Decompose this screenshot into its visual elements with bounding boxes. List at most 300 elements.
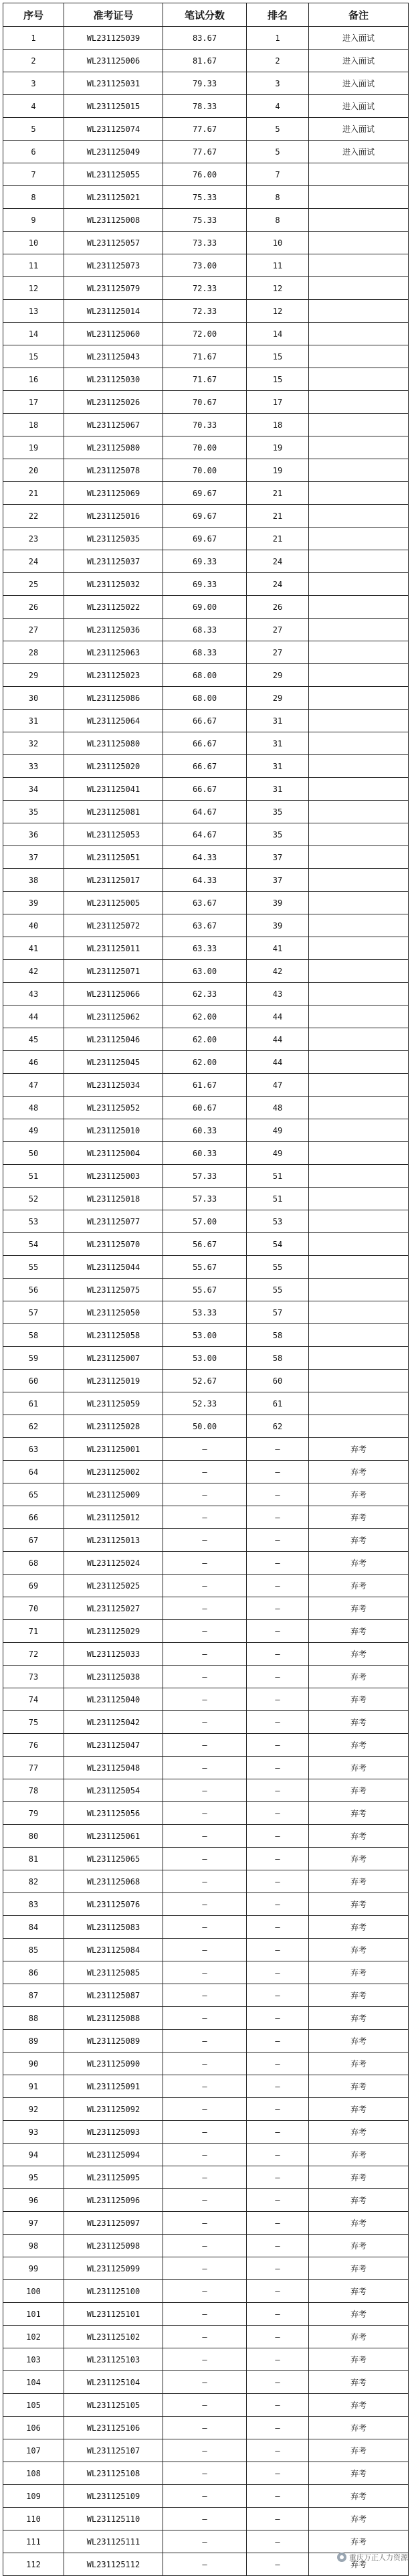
cell-seq: 101 — [3, 2303, 64, 2326]
cell-written-score: 68.33 — [163, 641, 247, 664]
cell-rank: – — [247, 2303, 309, 2326]
cell-seq: 89 — [3, 2030, 64, 2052]
table-row — [3, 345, 409, 368]
cell-ticket-number: WL231125068 — [64, 1870, 163, 1893]
cell-written-score: 57.33 — [163, 1188, 247, 1210]
table-row — [3, 1438, 409, 1461]
cell-written-score: 73.00 — [163, 254, 247, 277]
cell-remark — [309, 1051, 409, 1074]
cell-rank: 61 — [247, 1392, 309, 1415]
cell-rank: – — [247, 1483, 309, 1506]
cell-ticket-number: WL231125065 — [64, 1848, 163, 1870]
cell-written-score: 62.00 — [163, 1028, 247, 1051]
cell-written-score: – — [163, 1825, 247, 1848]
cell-written-score: – — [163, 1643, 247, 1666]
cell-written-score: 77.67 — [163, 141, 247, 163]
cell-written-score: – — [163, 2257, 247, 2280]
results-table — [3, 3, 409, 2576]
cell-rank: – — [247, 2394, 309, 2417]
cell-written-score: 78.33 — [163, 95, 247, 118]
cell-rank: – — [247, 2052, 309, 2075]
cell-written-score: 57.00 — [163, 1210, 247, 1233]
cell-rank: – — [247, 2235, 309, 2257]
cell-ticket-number: WL231125091 — [64, 2075, 163, 2098]
cell-remark: 弃考 — [309, 1711, 409, 1734]
table-row — [3, 232, 409, 254]
cell-remark — [309, 596, 409, 619]
table-row — [3, 1825, 409, 1848]
cell-rank: 51 — [247, 1188, 309, 1210]
table-row — [3, 1575, 409, 1597]
cell-seq: 38 — [3, 869, 64, 892]
cell-rank: 19 — [247, 459, 309, 482]
cell-written-score: – — [163, 1779, 247, 1802]
table-row — [3, 2007, 409, 2030]
cell-remark — [309, 1324, 409, 1347]
cell-ticket-number: WL231125050 — [64, 1301, 163, 1324]
cell-seq: 40 — [3, 914, 64, 937]
cell-rank: – — [247, 1597, 309, 1620]
cell-seq: 84 — [3, 1916, 64, 1939]
cell-written-score: 53.33 — [163, 1301, 247, 1324]
cell-remark — [309, 345, 409, 368]
cell-rank: – — [247, 1575, 309, 1597]
cell-ticket-number: WL231125031 — [64, 72, 163, 95]
cell-seq: 83 — [3, 1893, 64, 1916]
cell-remark: 弃考 — [309, 1984, 409, 2007]
cell-ticket-number: WL231125089 — [64, 2030, 163, 2052]
cell-seq: 36 — [3, 823, 64, 846]
cell-remark: 弃考 — [309, 2530, 409, 2553]
cell-seq: 7 — [3, 163, 64, 186]
cell-written-score: – — [163, 1620, 247, 1643]
table-row — [3, 2485, 409, 2508]
cell-ticket-number: WL231125094 — [64, 2144, 163, 2166]
cell-rank: – — [247, 2212, 309, 2235]
cell-rank: 14 — [247, 323, 309, 345]
cell-remark: 弃考 — [309, 1848, 409, 1870]
cell-seq: 26 — [3, 596, 64, 619]
table-row — [3, 1939, 409, 1961]
cell-ticket-number: WL231125037 — [64, 550, 163, 573]
cell-written-score: 63.67 — [163, 914, 247, 937]
cell-rank: – — [247, 2280, 309, 2303]
cell-seq: 46 — [3, 1051, 64, 1074]
cell-remark — [309, 687, 409, 710]
cell-seq: 25 — [3, 573, 64, 596]
cell-ticket-number: WL231125086 — [64, 687, 163, 710]
cell-remark: 弃考 — [309, 2371, 409, 2394]
cell-seq: 34 — [3, 778, 64, 801]
cell-rank: 57 — [247, 1301, 309, 1324]
cell-rank: 44 — [247, 1005, 309, 1028]
table-row — [3, 2326, 409, 2348]
table-row — [3, 2439, 409, 2462]
cell-rank: 3 — [247, 72, 309, 95]
cell-written-score: 70.00 — [163, 436, 247, 459]
cell-ticket-number: WL231125034 — [64, 1074, 163, 1097]
cell-remark — [309, 573, 409, 596]
cell-remark — [309, 823, 409, 846]
table-row — [3, 801, 409, 823]
cell-seq: 55 — [3, 1256, 64, 1279]
cell-written-score: 68.00 — [163, 664, 247, 687]
cell-seq: 72 — [3, 1643, 64, 1666]
cell-seq: 39 — [3, 892, 64, 914]
cell-remark — [309, 414, 409, 436]
cell-ticket-number: WL231125100 — [64, 2280, 163, 2303]
cell-rank: 21 — [247, 482, 309, 505]
cell-seq: 37 — [3, 846, 64, 869]
cell-ticket-number: WL231125048 — [64, 1757, 163, 1779]
cell-rank: – — [247, 2439, 309, 2462]
cell-written-score: – — [163, 1984, 247, 2007]
watermark-text: 重庆万正人力资源 — [349, 2553, 408, 2562]
table-row — [3, 687, 409, 710]
cell-written-score: – — [163, 2030, 247, 2052]
cell-written-score: 70.00 — [163, 459, 247, 482]
cell-written-score: – — [163, 1666, 247, 1688]
cell-written-score: 77.67 — [163, 118, 247, 141]
cell-remark: 弃考 — [309, 2098, 409, 2121]
cell-seq: 69 — [3, 1575, 64, 1597]
cell-rank: 43 — [247, 983, 309, 1005]
cell-seq: 42 — [3, 960, 64, 983]
cell-ticket-number: WL231125033 — [64, 1643, 163, 1666]
cell-seq: 27 — [3, 619, 64, 641]
cell-rank: 24 — [247, 573, 309, 596]
cell-seq: 9 — [3, 209, 64, 232]
cell-written-score: 62.00 — [163, 1051, 247, 1074]
cell-ticket-number: WL231125041 — [64, 778, 163, 801]
score-sheet — [3, 3, 408, 2576]
cell-remark: 弃考 — [309, 1939, 409, 1961]
cell-ticket-number: WL231125042 — [64, 1711, 163, 1734]
cell-seq: 65 — [3, 1483, 64, 1506]
cell-remark: 弃考 — [309, 1961, 409, 1984]
cell-written-score: – — [163, 2462, 247, 2485]
cell-rank: 55 — [247, 1279, 309, 1301]
cell-seq: 79 — [3, 1802, 64, 1825]
cell-remark: 弃考 — [309, 1757, 409, 1779]
cell-ticket-number: WL231125029 — [64, 1620, 163, 1643]
table-row — [3, 1256, 409, 1279]
cell-ticket-number: WL231125058 — [64, 1324, 163, 1347]
cell-ticket-number: WL231125078 — [64, 459, 163, 482]
cell-ticket-number: WL231125110 — [64, 2508, 163, 2530]
cell-rank: – — [247, 1506, 309, 1529]
cell-rank: – — [247, 1848, 309, 1870]
cell-written-score: – — [163, 2166, 247, 2189]
cell-remark — [309, 1005, 409, 1028]
cell-seq: 68 — [3, 1552, 64, 1575]
cell-rank: 26 — [247, 596, 309, 619]
cell-rank: 10 — [247, 232, 309, 254]
cell-rank: 27 — [247, 641, 309, 664]
cell-rank: 31 — [247, 732, 309, 755]
cell-ticket-number: WL231125055 — [64, 163, 163, 186]
table-row — [3, 619, 409, 641]
cell-seq: 95 — [3, 2166, 64, 2189]
cell-written-score: 69.00 — [163, 596, 247, 619]
cell-rank: – — [247, 1552, 309, 1575]
cell-ticket-number: WL231125061 — [64, 1825, 163, 1848]
cell-remark: 弃考 — [309, 1529, 409, 1552]
cell-rank: – — [247, 2144, 309, 2166]
cell-ticket-number: WL231125101 — [64, 2303, 163, 2326]
cell-seq: 91 — [3, 2075, 64, 2098]
cell-written-score: – — [163, 1961, 247, 1984]
cell-ticket-number: WL231125074 — [64, 118, 163, 141]
cell-seq: 111 — [3, 2530, 64, 2553]
cell-remark — [309, 163, 409, 186]
table-row — [3, 2417, 409, 2439]
cell-rank: 21 — [247, 528, 309, 550]
cell-written-score: 53.00 — [163, 1347, 247, 1370]
cell-remark: 进入面试 — [309, 72, 409, 95]
cell-rank: – — [247, 2485, 309, 2508]
cell-rank: – — [247, 1666, 309, 1688]
cell-ticket-number: WL231125077 — [64, 1210, 163, 1233]
cell-ticket-number: WL231125107 — [64, 2439, 163, 2462]
cell-rank: 53 — [247, 1210, 309, 1233]
cell-seq: 109 — [3, 2485, 64, 2508]
cell-rank: – — [247, 1461, 309, 1483]
cell-seq: 19 — [3, 436, 64, 459]
cell-rank: 49 — [247, 1119, 309, 1142]
cell-written-score: 69.67 — [163, 528, 247, 550]
cell-written-score: 66.67 — [163, 755, 247, 778]
cell-remark — [309, 914, 409, 937]
table-row — [3, 2508, 409, 2530]
cell-rank: – — [247, 1893, 309, 1916]
table-row — [3, 1005, 409, 1028]
cell-remark — [309, 459, 409, 482]
cell-written-score: – — [163, 1575, 247, 1597]
cell-seq: 87 — [3, 1984, 64, 2007]
cell-remark: 弃考 — [309, 2052, 409, 2075]
table-row — [3, 2257, 409, 2280]
cell-remark — [309, 1097, 409, 1119]
cell-ticket-number: WL231125036 — [64, 619, 163, 641]
table-row — [3, 1779, 409, 1802]
cell-written-score: – — [163, 2144, 247, 2166]
cell-ticket-number: WL231125062 — [64, 1005, 163, 1028]
cell-rank: 41 — [247, 937, 309, 960]
cell-remark: 弃考 — [309, 2417, 409, 2439]
cell-written-score: 69.33 — [163, 573, 247, 596]
cell-ticket-number: WL231125060 — [64, 323, 163, 345]
cell-seq: 45 — [3, 1028, 64, 1051]
table-row — [3, 2303, 409, 2326]
cell-ticket-number: WL231125011 — [64, 937, 163, 960]
table-row — [3, 1483, 409, 1506]
cell-remark: 进入面试 — [309, 50, 409, 72]
table-row — [3, 1051, 409, 1074]
cell-seq: 105 — [3, 2394, 64, 2417]
cell-remark — [309, 801, 409, 823]
cell-seq: 54 — [3, 1233, 64, 1256]
cell-ticket-number: WL231125039 — [64, 27, 163, 50]
table-row — [3, 323, 409, 345]
cell-remark — [309, 664, 409, 687]
cell-seq: 74 — [3, 1688, 64, 1711]
cell-written-score: 75.33 — [163, 186, 247, 209]
cell-ticket-number: WL231125102 — [64, 2326, 163, 2348]
cell-seq: 71 — [3, 1620, 64, 1643]
cell-seq: 52 — [3, 1188, 64, 1210]
cell-rank: – — [247, 2189, 309, 2212]
cell-seq: 99 — [3, 2257, 64, 2280]
table-row — [3, 1392, 409, 1415]
cell-written-score: 60.33 — [163, 1119, 247, 1142]
cell-ticket-number: WL231125096 — [64, 2189, 163, 2212]
cell-ticket-number: WL231125023 — [64, 664, 163, 687]
cell-rank: – — [247, 1870, 309, 1893]
table-row — [3, 27, 409, 50]
table-row — [3, 869, 409, 892]
cell-seq: 53 — [3, 1210, 64, 1233]
cell-remark: 弃考 — [309, 2348, 409, 2371]
cell-ticket-number: WL231125080 — [64, 436, 163, 459]
cell-seq: 110 — [3, 2508, 64, 2530]
cell-ticket-number: WL231125075 — [64, 1279, 163, 1301]
table-row — [3, 641, 409, 664]
cell-seq: 8 — [3, 186, 64, 209]
cell-written-score: 60.67 — [163, 1097, 247, 1119]
cell-ticket-number: WL231125009 — [64, 1483, 163, 1506]
table-row — [3, 2166, 409, 2189]
cell-written-score: 55.67 — [163, 1279, 247, 1301]
cell-seq: 49 — [3, 1119, 64, 1142]
cell-seq: 28 — [3, 641, 64, 664]
table-row — [3, 778, 409, 801]
cell-ticket-number: WL231125087 — [64, 1984, 163, 2007]
table-row — [3, 2189, 409, 2212]
cell-ticket-number: WL231125038 — [64, 1666, 163, 1688]
cell-remark — [309, 869, 409, 892]
cell-rank: – — [247, 2030, 309, 2052]
cell-seq: 93 — [3, 2121, 64, 2144]
table-row — [3, 528, 409, 550]
table-row — [3, 1347, 409, 1370]
cell-rank: 31 — [247, 710, 309, 732]
cell-ticket-number: WL231125088 — [64, 2007, 163, 2030]
cell-written-score: – — [163, 2417, 247, 2439]
table-row — [3, 1074, 409, 1097]
cell-seq: 61 — [3, 1392, 64, 1415]
cell-remark — [309, 1119, 409, 1142]
cell-written-score: – — [163, 1802, 247, 1825]
cell-written-score: 52.67 — [163, 1370, 247, 1392]
cell-written-score: 72.33 — [163, 277, 247, 300]
table-row — [3, 914, 409, 937]
cell-ticket-number: WL231125045 — [64, 1051, 163, 1074]
cell-written-score: – — [163, 2121, 247, 2144]
table-row — [3, 1734, 409, 1757]
table-row — [3, 550, 409, 573]
cell-seq: 30 — [3, 687, 64, 710]
cell-ticket-number: WL231125017 — [64, 869, 163, 892]
cell-remark: 进入面试 — [309, 141, 409, 163]
cell-ticket-number: WL231125084 — [64, 1939, 163, 1961]
cell-ticket-number: WL231125028 — [64, 1415, 163, 1438]
brand-logo-icon — [337, 2553, 346, 2562]
cell-remark — [309, 1347, 409, 1370]
cell-remark: 弃考 — [309, 2007, 409, 2030]
cell-remark — [309, 778, 409, 801]
cell-seq: 77 — [3, 1757, 64, 1779]
table-row — [3, 573, 409, 596]
table-row — [3, 1165, 409, 1188]
table-row — [3, 1301, 409, 1324]
cell-ticket-number: WL231125047 — [64, 1734, 163, 1757]
cell-written-score: 55.67 — [163, 1256, 247, 1279]
cell-rank: 7 — [247, 163, 309, 186]
cell-rank: 35 — [247, 823, 309, 846]
cell-written-score: 63.67 — [163, 892, 247, 914]
cell-written-score: 64.33 — [163, 869, 247, 892]
table-row — [3, 1757, 409, 1779]
cell-written-score: – — [163, 1711, 247, 1734]
cell-written-score: – — [163, 2212, 247, 2235]
cell-remark — [309, 505, 409, 528]
cell-written-score: – — [163, 1552, 247, 1575]
cell-written-score: 64.67 — [163, 823, 247, 846]
cell-written-score: – — [163, 1916, 247, 1939]
cell-written-score: 69.67 — [163, 505, 247, 528]
cell-rank: 35 — [247, 801, 309, 823]
header-written-score: 笔试分数 — [163, 3, 247, 27]
table-row — [3, 1097, 409, 1119]
cell-written-score: 79.33 — [163, 72, 247, 95]
cell-written-score: 62.00 — [163, 1005, 247, 1028]
cell-rank: – — [247, 2530, 309, 2553]
cell-rank: 2 — [247, 50, 309, 72]
cell-rank: – — [247, 2098, 309, 2121]
cell-written-score: 68.00 — [163, 687, 247, 710]
cell-ticket-number: WL231125035 — [64, 528, 163, 550]
cell-remark — [309, 960, 409, 983]
cell-seq: 15 — [3, 345, 64, 368]
cell-rank: – — [247, 1916, 309, 1939]
table-row — [3, 1210, 409, 1233]
cell-ticket-number: WL231125016 — [64, 505, 163, 528]
watermark — [337, 2552, 408, 2563]
cell-seq: 107 — [3, 2439, 64, 2462]
cell-written-score: 64.33 — [163, 846, 247, 869]
cell-written-score: 52.33 — [163, 1392, 247, 1415]
cell-rank: 29 — [247, 687, 309, 710]
cell-remark — [309, 1256, 409, 1279]
table-row — [3, 95, 409, 118]
cell-rank: 11 — [247, 254, 309, 277]
cell-written-score: – — [163, 1597, 247, 1620]
cell-written-score: 64.67 — [163, 801, 247, 823]
cell-remark — [309, 710, 409, 732]
cell-remark — [309, 391, 409, 414]
cell-ticket-number: WL231125066 — [64, 983, 163, 1005]
table-row — [3, 2530, 409, 2553]
cell-seq: 31 — [3, 710, 64, 732]
cell-seq: 11 — [3, 254, 64, 277]
cell-written-score: 69.33 — [163, 550, 247, 573]
cell-ticket-number: WL231125093 — [64, 2121, 163, 2144]
cell-rank: 21 — [247, 505, 309, 528]
table-row — [3, 391, 409, 414]
cell-written-score: 61.67 — [163, 1074, 247, 1097]
cell-ticket-number: WL231125018 — [64, 1188, 163, 1210]
